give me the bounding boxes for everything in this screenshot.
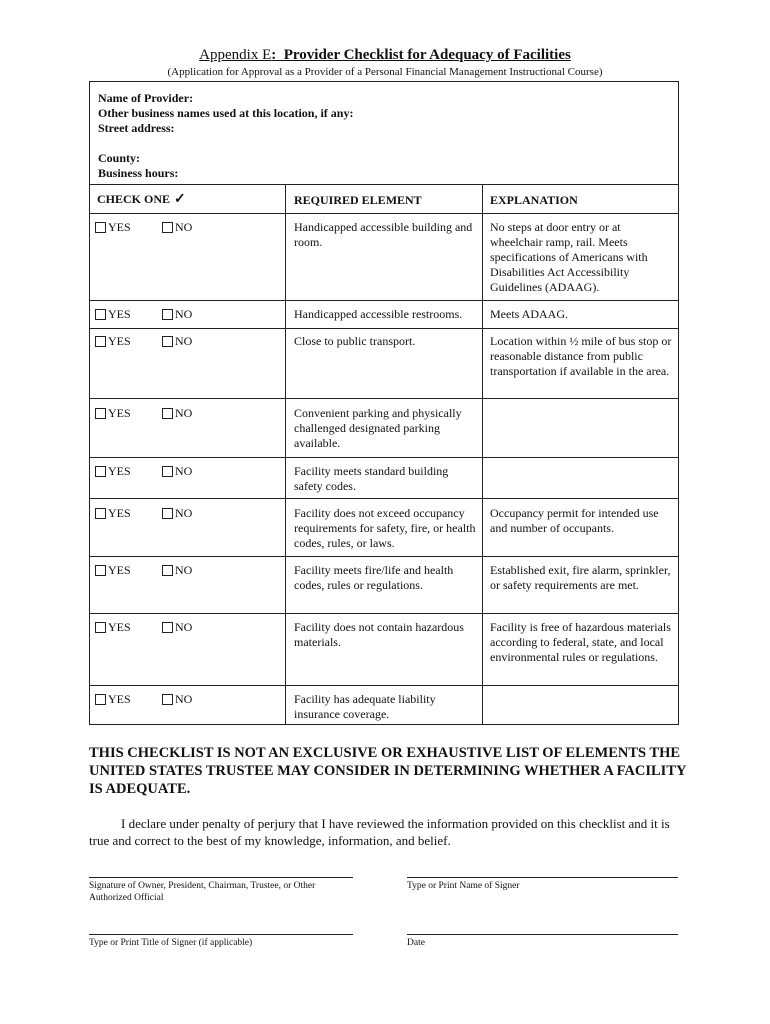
yes-label: YES xyxy=(108,406,131,420)
checkbox-icon xyxy=(162,565,173,576)
checkbox-icon xyxy=(95,222,106,233)
no-label: NO xyxy=(175,620,193,634)
row-rule xyxy=(89,556,679,557)
checkbox-icon xyxy=(95,309,106,320)
yes-label: YES xyxy=(108,506,131,520)
signer-name-label: Type or Print Name of Signer xyxy=(407,881,520,891)
yes-label: YES xyxy=(108,220,131,234)
date-label: Date xyxy=(407,938,425,948)
row-rule xyxy=(89,457,679,458)
date-line[interactable] xyxy=(407,934,678,935)
perjury-declaration: I declare under penalty of perjury that I have reviewed the information provided on this checklist and it is true and correct to the best of my knowledge, information, and belief. xyxy=(89,816,670,848)
explanation-cell: Location within ½ mile of bus stop or reasonable distance from public transportation if available in the area. xyxy=(490,334,672,378)
checkbox-icon xyxy=(162,408,173,419)
explanation-cell: No steps at door entry or at wheelchair ramp, rail. Meets specifications of Americans with Disabilities Act Accessibility Guidelines (ADAAG). xyxy=(490,220,648,294)
required-element-cell: Facility has adequate liability insurance coverage. xyxy=(294,692,436,721)
row-rule xyxy=(89,498,679,499)
other-business-names-field[interactable]: Other business names used at this location, if any: xyxy=(98,106,354,120)
no-checkbox[interactable] xyxy=(162,220,192,235)
yes-checkbox[interactable] xyxy=(95,307,131,322)
explanation-cell: Established exit, fire alarm, sprinkler, or safety requirements are met. xyxy=(490,563,671,592)
checkbox-icon xyxy=(162,336,173,347)
row-rule xyxy=(89,398,679,399)
page-title xyxy=(0,47,770,64)
checkbox-icon xyxy=(162,622,173,633)
header-check-one xyxy=(97,191,186,208)
yes-checkbox[interactable] xyxy=(95,506,131,521)
yes-label: YES xyxy=(108,464,131,478)
no-checkbox[interactable] xyxy=(162,464,192,479)
checkmark-icon: ✓ xyxy=(174,192,186,207)
required-element-cell: Handicapped accessible restrooms. xyxy=(294,307,463,321)
column-divider xyxy=(285,184,286,725)
no-label: NO xyxy=(175,692,193,706)
checkbox-icon xyxy=(95,508,106,519)
required-element-cell: Facility meets fire/life and health codes, rules or regulations. xyxy=(294,563,454,592)
checkbox-icon xyxy=(95,466,106,477)
yes-label: YES xyxy=(108,334,131,348)
no-label: NO xyxy=(175,506,193,520)
yes-checkbox[interactable] xyxy=(95,334,131,349)
yes-checkbox[interactable] xyxy=(95,692,131,707)
checkbox-icon xyxy=(162,694,173,705)
signer-title-label: Type or Print Title of Signer (if applicable) xyxy=(89,938,253,948)
title-separator: : xyxy=(271,47,277,63)
explanation-cell: Facility is free of hazardous materials according to federal, state, and local environmental rules or regulations. xyxy=(490,620,671,664)
yes-label: YES xyxy=(108,307,131,321)
row-rule xyxy=(89,613,679,614)
signer-title-line[interactable] xyxy=(89,934,353,935)
no-checkbox[interactable] xyxy=(162,506,192,521)
yes-checkbox[interactable] xyxy=(95,406,131,421)
page-subtitle: (Application for Approval as a Provider of a Personal Financial Management Instructional Course) xyxy=(167,66,603,78)
required-element-cell: Handicapped accessible building and room. xyxy=(294,220,473,249)
header-required-element: REQUIRED ELEMENT xyxy=(294,193,422,207)
yes-label: YES xyxy=(108,563,131,577)
required-element-cell: Convenient parking and physically challenged designated parking available. xyxy=(294,406,462,450)
no-checkbox[interactable] xyxy=(162,406,192,421)
table-top-rule xyxy=(89,184,679,185)
no-label: NO xyxy=(175,307,193,321)
no-label: NO xyxy=(175,220,193,234)
yes-checkbox[interactable] xyxy=(95,464,131,479)
no-checkbox[interactable] xyxy=(162,334,192,349)
no-checkbox[interactable] xyxy=(162,620,192,635)
no-checkbox[interactable] xyxy=(162,307,192,322)
checkbox-icon xyxy=(95,565,106,576)
provider-name-field[interactable]: Name of Provider: xyxy=(98,91,194,105)
row-rule xyxy=(89,685,679,686)
county-field[interactable]: County: xyxy=(98,151,141,165)
no-label: NO xyxy=(175,464,193,478)
required-element-cell: Facility does not exceed occupancy requirements for safety, fire, or health codes, rules, or laws. xyxy=(294,506,476,550)
header-explanation: EXPLANATION xyxy=(490,193,578,207)
yes-checkbox[interactable] xyxy=(95,620,131,635)
yes-checkbox[interactable] xyxy=(95,563,131,578)
checkbox-icon xyxy=(162,466,173,477)
no-label: NO xyxy=(175,563,193,577)
required-element-cell: Facility does not contain hazardous materials. xyxy=(294,620,464,649)
checkbox-icon xyxy=(162,309,173,320)
no-label: NO xyxy=(175,406,193,420)
signer-name-line[interactable] xyxy=(407,877,678,878)
header-rule xyxy=(89,213,679,214)
row-rule xyxy=(89,300,679,301)
title-appendix: Appendix E xyxy=(199,47,272,63)
title-text: Provider Checklist for Adequacy of Facilities xyxy=(283,47,571,63)
street-address-field[interactable]: Street address: xyxy=(98,121,175,135)
yes-label: YES xyxy=(108,620,131,634)
no-label: NO xyxy=(175,334,193,348)
yes-checkbox[interactable] xyxy=(95,220,131,235)
signature-line[interactable] xyxy=(89,877,353,878)
column-divider xyxy=(482,184,483,725)
header-check-one-label: CHECK ONE xyxy=(97,192,171,206)
checkbox-icon xyxy=(162,508,173,519)
checkbox-icon xyxy=(162,222,173,233)
checkbox-icon xyxy=(95,336,106,347)
yes-label: YES xyxy=(108,692,131,706)
explanation-cell: Occupancy permit for intended use and number of occupants. xyxy=(490,506,659,535)
checkbox-icon xyxy=(95,622,106,633)
signature-label: Signature of Owner, President, Chairman, Trustee, or Other Authorized Official xyxy=(89,881,316,903)
business-hours-field[interactable]: Business hours: xyxy=(98,166,179,180)
row-rule xyxy=(89,328,679,329)
checkbox-icon xyxy=(95,694,106,705)
required-element-cell: Facility meets standard building safety codes. xyxy=(294,464,449,493)
required-element-cell: Close to public transport. xyxy=(294,334,416,348)
no-checkbox[interactable] xyxy=(162,563,192,578)
explanation-cell: Meets ADAAG. xyxy=(490,307,568,321)
checkbox-icon xyxy=(95,408,106,419)
disclaimer-notice: THIS CHECKLIST IS NOT AN EXCLUSIVE OR EXHAUSTIVE LIST OF ELEMENTS THE UNITED STATES TRUSTEE MAY CONSIDER IN DETERMINING WHETHER A FACILITY IS ADEQUATE. xyxy=(89,745,686,797)
no-checkbox[interactable] xyxy=(162,692,192,707)
